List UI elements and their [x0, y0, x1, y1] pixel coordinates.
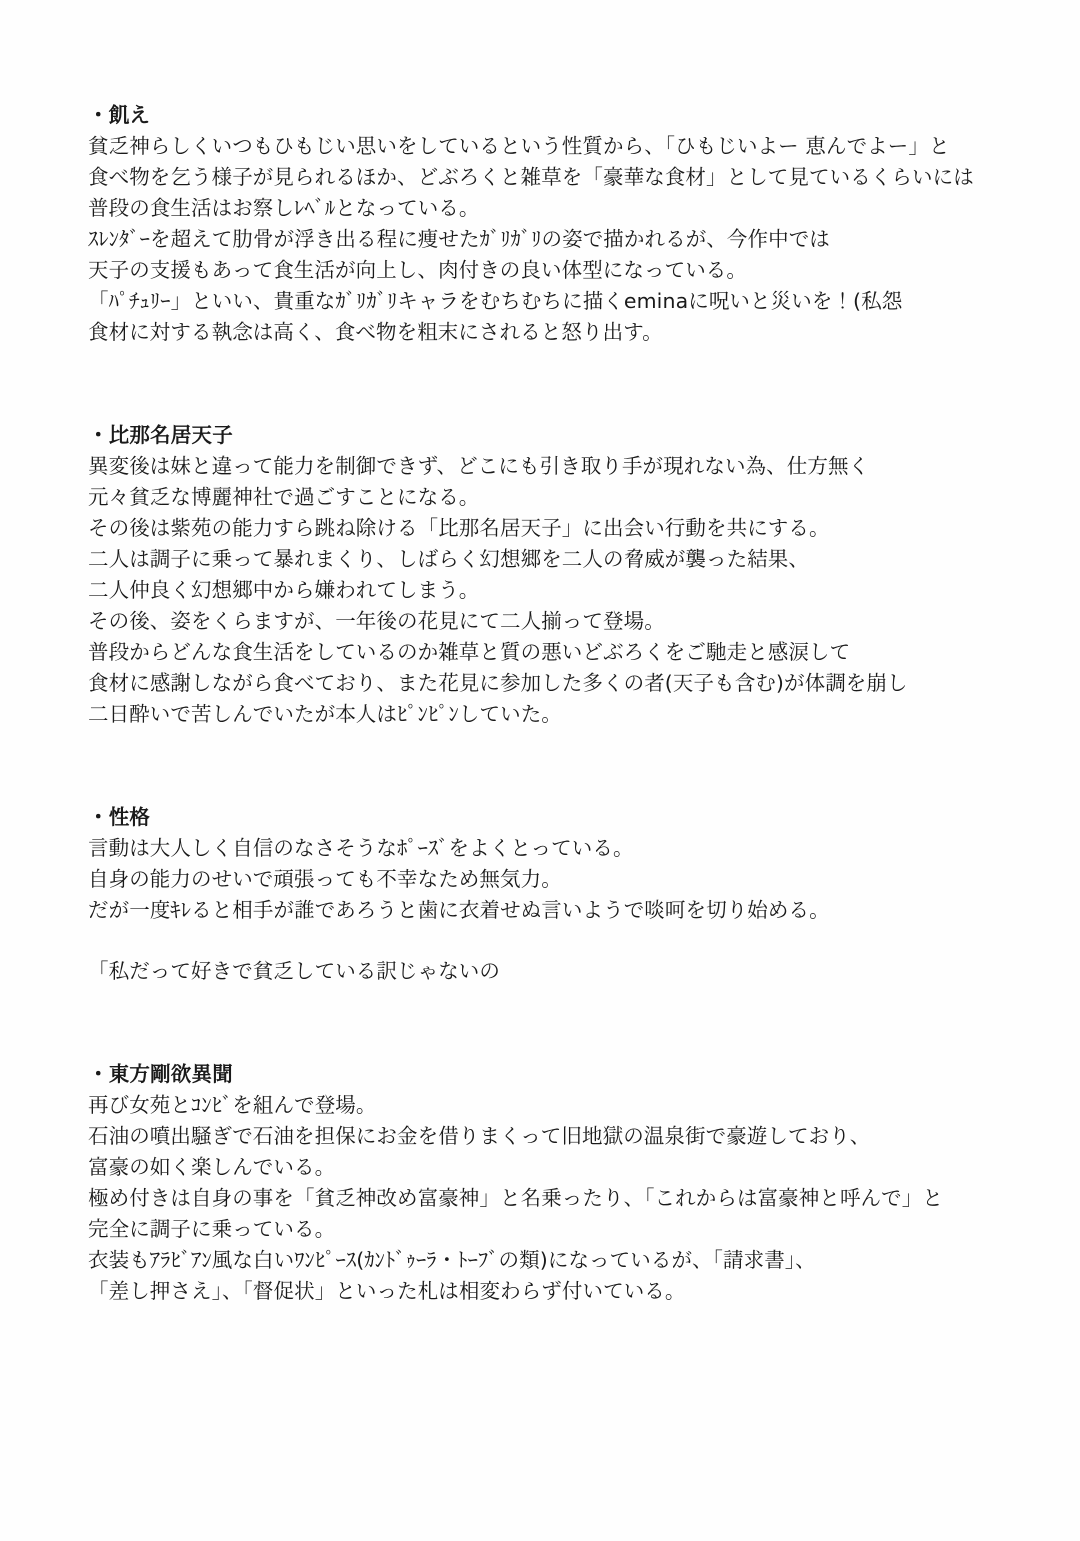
- body-line: 完全に調子に乗っている。: [88, 1217, 336, 1241]
- body-line: 言動は大人しく自信のなさそうなﾎﾟｰｽﾞをよくとっている。: [88, 836, 634, 860]
- body-line: 元々貧乏な博麗神社で過ごすことになる。: [88, 485, 480, 509]
- section-heading: ・東方剛欲異聞: [88, 1062, 233, 1086]
- quote-spacer: [88, 926, 1008, 956]
- section-touhou-gouyoku-ibun: [88, 1059, 1008, 1307]
- section-spacer: [88, 348, 1008, 420]
- body-line: 石油の噴出騒ぎで石油を担保にお金を借りまくって旧地獄の温泉街で豪遊しており、: [88, 1124, 871, 1148]
- section-spacer: [88, 987, 1008, 1059]
- body-line: 二人仲良く幻想郷中から嫌われてしまう。: [88, 578, 480, 602]
- body-line: 異変後は妹と違って能力を制御できず、どこにも引き取り手が現れない為、仕方無く: [88, 454, 870, 478]
- section-spacer: [88, 730, 1008, 802]
- section-heading: ・性格: [88, 805, 151, 829]
- body-line: その後は紫苑の能力すら跳ね除ける「比那名居天子」に出会い行動を共にする。: [88, 516, 830, 540]
- document-body: [88, 100, 1008, 1307]
- body-line: 富豪の如く楽しんでいる。: [88, 1155, 336, 1179]
- section-heading: ・比那名居天子: [88, 423, 233, 447]
- body-line: 再び女苑とｺﾝﾋﾞを組んで登場。: [88, 1093, 377, 1117]
- body-line: 「ﾊﾟﾁｭﾘｰ」といい、貴重なｶﾞﾘｶﾞﾘキャラをむちむちに描くeminaに呪いと災いを！(私怨: [88, 289, 903, 313]
- body-line: 衣装もｱﾗﾋﾞｱﾝ風な白いﾜﾝﾋﾟｰｽ(ｶﾝﾄﾞｩｰﾗ・ﾄｰﾌﾞの類)になっているが、「請求書」、: [88, 1248, 816, 1272]
- body-line: だが一度ｷﾚると相手が誰であろうと歯に衣着せぬ言いようで啖呵を切り始める。: [88, 898, 830, 922]
- body-line: その後、姿をくらますが、一年後の花見にて二人揃って登場。: [88, 609, 665, 633]
- character-quote: 「私だって好きで貧乏している訳じゃないの: [88, 959, 500, 983]
- body-line: 貧乏神らしくいつもひもじい思いをしているという性質から、「ひもじいよー 恵んでよー」と: [88, 134, 950, 158]
- body-line: 極め付きは自身の事を「貧乏神改め富豪神」と名乗ったり、「これからは富豪神と呼んで」と: [88, 1186, 943, 1210]
- body-line: 「差し押さえ」、「督促状」といった札は相変わらず付いている。: [88, 1279, 686, 1303]
- body-line: 二人は調子に乗って暴れまくり、しばらく幻想郷を二人の脅威が襲った結果、: [88, 547, 809, 571]
- section-hunger: [88, 100, 1008, 348]
- section-personality: [88, 802, 1008, 987]
- body-line: 普段からどんな食生活をしているのか雑草と質の悪いどぶろくをご馳走と感涙して: [88, 640, 851, 664]
- body-line: 天子の支援もあって食生活が向上し、肉付きの良い体型になっている。: [88, 258, 747, 282]
- body-line: 二日酔いで苦しんでいたが本人はﾋﾟﾝﾋﾟﾝしていた。: [88, 702, 562, 726]
- body-line: 食材に感謝しながら食べており、また花見に参加した多くの者(天子も含む)が体調を崩し: [88, 671, 908, 695]
- body-line: 自身の能力のせいで頑張っても不幸なため無気力。: [88, 867, 562, 891]
- body-line: 食べ物を乞う様子が見られるほか、どぶろくと雑草を「豪華な食材」として見ているくらいには: [88, 165, 974, 189]
- body-line: ｽﾚﾝﾀﾞｰを超えて肋骨が浮き出る程に痩せたｶﾞﾘｶﾞﾘの姿で描かれるが、今作中では: [88, 227, 830, 251]
- section-hinanai-tenshi: [88, 420, 1008, 730]
- body-line: 食材に対する執念は高く、食べ物を粗末にされると怒り出す。: [88, 320, 663, 344]
- section-heading: ・飢え: [88, 103, 151, 127]
- body-line: 普段の食生活はお察しﾚﾍﾞﾙとなっている。: [88, 196, 480, 220]
